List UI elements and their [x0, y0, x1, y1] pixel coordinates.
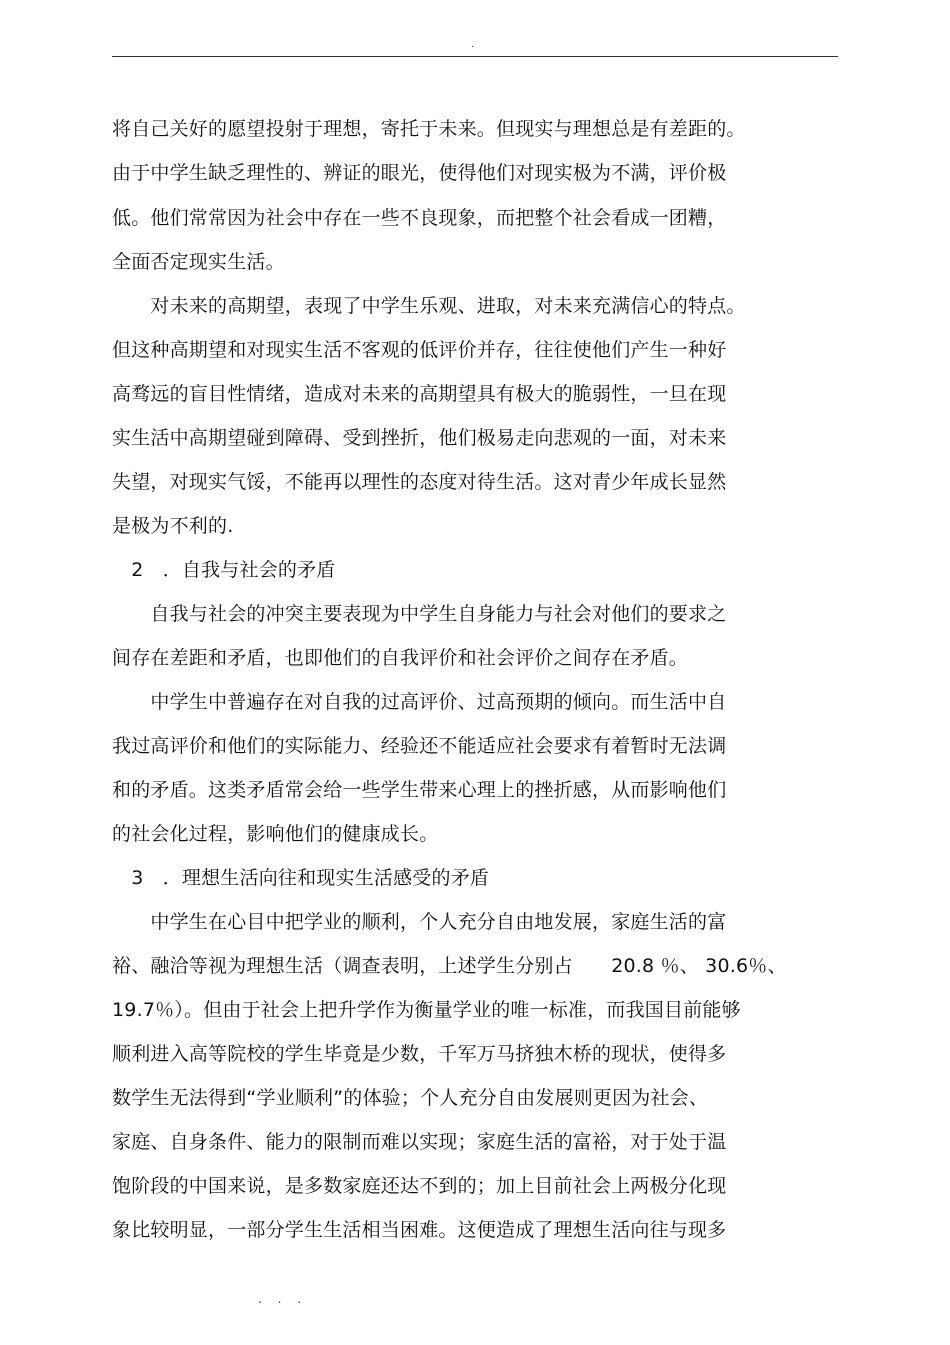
text-line: 是极为不利的. — [112, 515, 234, 537]
text-line: 全面否定现实生活。 — [112, 251, 285, 273]
text-line: 饱阶段的中国来说，是多数家庭还达不到的；加上目前社会上两极分化现 — [112, 1175, 727, 1197]
text-line: 数学生无法得到“学业顺利”的体验；个人充分自由发展则更因为社会、 — [112, 1087, 709, 1109]
text-line: 和的矛盾。这类矛盾常会给一些学生带来心理上的挫折感，从而影响他们 — [112, 779, 727, 801]
text-line: 裕、融洽等视为理想生活（调查表明，上述学生分别占 20.8 ％、 30.6％、 — [112, 955, 787, 977]
text-line: 高骛远的盲目性情绪，造成对未来的高期望具有极大的脆弱性，一旦在现 — [112, 383, 727, 405]
text-line: 中学生在心目中把学业的顺利，个人充分自由地发展，家庭生活的富 — [112, 911, 727, 933]
text-line: 间存在差距和矛盾，也即他们的自我评价和社会评价之间存在矛盾。 — [112, 647, 689, 669]
text-line: 由于中学生缺乏理性的、辨证的眼光，使得他们对现实极为不满，评价极 — [112, 162, 727, 184]
header-rule — [112, 56, 838, 57]
text-line: 19.7％）。但由于社会上把升学作为衡量学业的唯一标准，而我国目前能够 — [112, 999, 741, 1021]
text-line: 家庭、自身条件、能力的限制而难以实现；家庭生活的富裕，对于处于温 — [112, 1131, 727, 1153]
text-line: 实生活中高期望碰到障碍、受到挫折，他们极易走向悲观的一面，对未来 — [112, 427, 727, 449]
header-mark: . — [471, 39, 475, 50]
text-line: 象比较明显，一部分学生生活相当困难。这便造成了理想生活向往与现多 — [112, 1219, 727, 1241]
text-line: 顺利进入高等院校的学生毕竟是少数，千军万马挤独木桥的现状，使得多 — [112, 1043, 727, 1065]
text-line: 自我与社会的冲突主要表现为中学生自身能力与社会对他们的要求之 — [112, 603, 727, 625]
text-line: 我过高评价和他们的实际能力、经验还不能适应社会要求有着暂时无法调 — [112, 735, 727, 757]
text-line: 失望，对现实气馁，不能再以理性的态度对待生活。这对青少年成长显然 — [112, 471, 727, 493]
text-line: 将自己关好的愿望投射于理想，寄托于未来。但现实与理想总是有差距的。 — [112, 118, 746, 140]
footer-mark: . . . — [258, 1292, 308, 1306]
text-line: 对未来的高期望，表现了中学生乐观、进取，对未来充满信心的特点。 — [112, 295, 746, 317]
section-heading: 2 ．自我与社会的矛盾 — [112, 559, 336, 581]
text-line: 低。他们常常因为社会中存在一些不良现象，而把整个社会看成一团糟， — [112, 207, 727, 229]
text-line: 但这种高期望和对现实生活不客观的低评价并存，往往使他们产生一种好 — [112, 339, 727, 361]
text-line: 的社会化过程，影响他们的健康成长。 — [112, 823, 439, 845]
text-line: 中学生中普遍存在对自我的过高评价、过高预期的倾向。而生活中自 — [112, 691, 727, 713]
section-heading: 3 ．理想生活向往和现实生活感受的矛盾 — [112, 867, 490, 889]
